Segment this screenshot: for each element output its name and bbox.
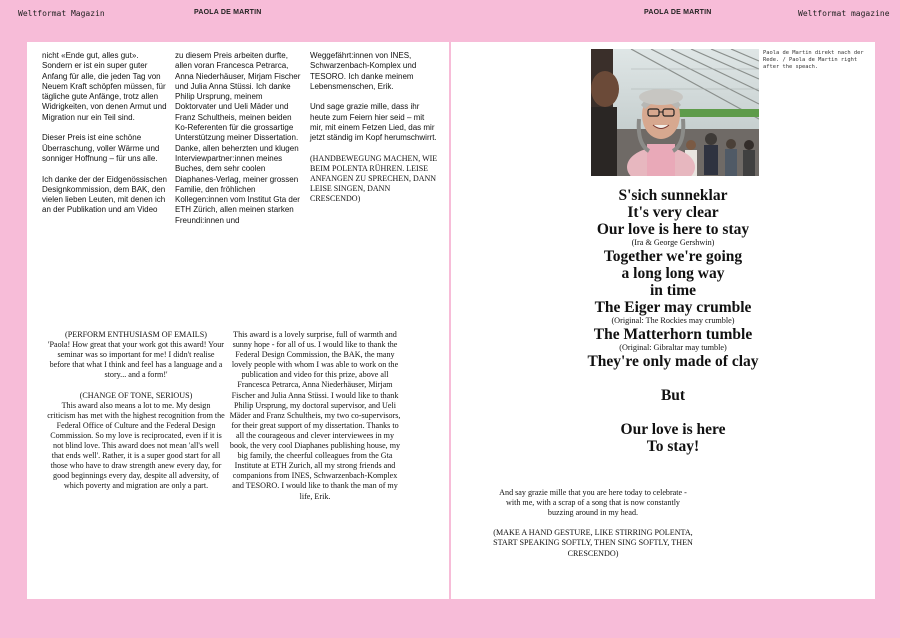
running-header-author-left: PAOLA DE MARTIN <box>194 9 262 16</box>
german-paragraph: Und sage grazie mille, dass ihr heute zum Feiern hier seid – mit mir, mit einem Fetzen Lied, das mir jetzt ständig im Kopf herumschwirrt. <box>310 102 437 143</box>
photo-illustration <box>591 49 759 176</box>
song-line: To stay! <box>646 438 700 455</box>
english-column-2 <box>229 330 401 512</box>
english-column-1 <box>47 330 225 502</box>
german-column-3 <box>310 51 438 214</box>
song-line: in time <box>649 282 697 299</box>
song-line: S'sich sunneklar <box>618 187 728 204</box>
song-note: (Ira & George Gershwin) <box>631 238 715 247</box>
right-page <box>451 42 875 599</box>
german-paragraph: Ich danke der der Eidgenössischen Designkommission, dem BAK, den vielen lieben Leuten, mit denen ich an der Publikation und am Video <box>42 174 167 215</box>
english-paragraph: This award also means a lot to me. My design criticism has met with the highest recognition from the Federal Office of Culture and the Federal Design Commission. So my love is reciprocated, even if it is not blind love. This award does not mean 'all's well that ends well'. Rather, it is a super good start for all those who have to draw strength anew every day, for good beginnings every day, despite all adversity, of which poverty and migration are only a part. <box>47 400 225 491</box>
running-header-magazine-left: Weltformat Magazin <box>18 9 105 18</box>
left-page <box>27 42 449 599</box>
german-paragraph: zu diesem Preis arbeiten durfte, allen voran Francesca Petrarca, Anna Niederhäuser, Mirjam Fischer und Julia Anna Stüssi. Ich danke Philip Ursprung, meinem Doktorvater und Ueli Mäder und Franz Schultheis, meinen beiden Ko-Referenten für die grossartige Unterstützung meiner Dissertation. Danke, allen beherzten und klugen Interviewpartner:innen meines Buches, dem sehr coolen Diaphanes-Verlag, meiner grossen Familie, den fröhlichen Kollegen:innen vom Institut Gta der ETH Zürich, allen meinen starken Freundi:innen und <box>175 51 301 225</box>
song-note: (Original: The Rockies may crumble) <box>611 316 735 325</box>
german-paragraph: Weggefährt:innen von INES, Schwarzenbach-Komplex und TESORO. Ich danke meinem Lebensmenschen, Erik. <box>310 51 417 91</box>
german-paragraph: nicht «Ende gut, alles gut». Sondern er ist ein super guter Anfang für alle, die jeden Tag von Neuem Kraft schöpfen müssen, für tägliche gute Anfänge, trotz allen Widrigkeiten, von denen Armut und Migration nur ein Teil sind. <box>42 51 167 122</box>
song-line: They're only made of clay <box>587 353 759 370</box>
running-header-author-right: PAOLA DE MARTIN <box>644 9 712 16</box>
song-line: It's very clear <box>627 204 719 221</box>
german-paragraph: Dieser Preis ist eine schöne Überraschung, voller Wärme und sonniger Hoffnung – für uns alle. <box>42 133 160 163</box>
running-header-magazine-right: Weltformat magazine <box>798 9 890 18</box>
closing-text <box>493 488 693 569</box>
english-paragraph: This award is a lovely surprise, full of warmth and sunny hope - for all of us. I would like to thank the Federal Design Commission, the BAK, the many lovely people with whom I was able to work on the publication and video for this prize, above all Francesca Petrarca, Anna Niederhäuser, Mirjam Fischer and Julia Anna Stüssi. I would like to thank Philip Ursprung, my doctoral supervisor, and Ueli Mäder and Franz Schultheis, my two co-supervisors, for their great support of my dissertation. Thanks to all the courageous and clever interviewees in my book, the very cool Diaphanes publishing house, my big family, the cheerful colleagues from the Gta Institute at ETH Zurich, all my strong friends and companions from INES, Schwarzenbach-Komplex and TESORO. I would like to thank the man of my life, Erik. <box>229 330 401 501</box>
stage-direction: (PERFORM ENTHUSIASM OF EMAILS) <box>65 330 207 339</box>
song-line: Our love is here <box>620 421 726 438</box>
song-line: The Eiger may crumble <box>594 299 752 316</box>
song-line: Our love is here to stay <box>596 221 750 238</box>
german-column-1 <box>42 51 167 226</box>
stage-direction: (CHANGE OF TONE, SERIOUS) <box>79 390 193 400</box>
speaker-photo <box>591 49 759 176</box>
email-quote: 'Paola! How great that your work got this award! Your seminar was so important for me! I didn't realise before that what I think and feel has a language and a story... and a form!' <box>48 340 224 380</box>
german-column-2 <box>175 51 303 236</box>
song-line: a long long way <box>621 265 725 282</box>
song-note: (Original: Gibraltar may tumble) <box>619 343 727 352</box>
photo-caption: Paola de Martin direkt nach der Rede. / Paola de Martin right after the speach. <box>763 50 864 71</box>
stage-direction: (HANDBEWEGUNG MACHEN, WIE BEIM POLENTA RÜHREN. LEISE ANFANGEN ZU SPRECHEN, DANN LEISE SINGEN, DANN CRESCENDO) <box>310 153 438 203</box>
song-line: The Matterhorn tumble <box>593 326 753 343</box>
english-paragraph: And say grazie mille that you are here today to celebrate - with me, with a scrap of a song that is now constantly buzzing around in my head. <box>499 488 687 518</box>
song-lyrics <box>563 187 783 455</box>
song-line: Together we're going <box>603 248 743 265</box>
stage-direction: (MAKE A HAND GESTURE, LIKE STIRRING POLENTA, START SPEAKING SOFTLY, THEN SING SOFTLY, THEN CRESCENDO) <box>493 528 693 558</box>
song-line: But <box>660 387 686 404</box>
